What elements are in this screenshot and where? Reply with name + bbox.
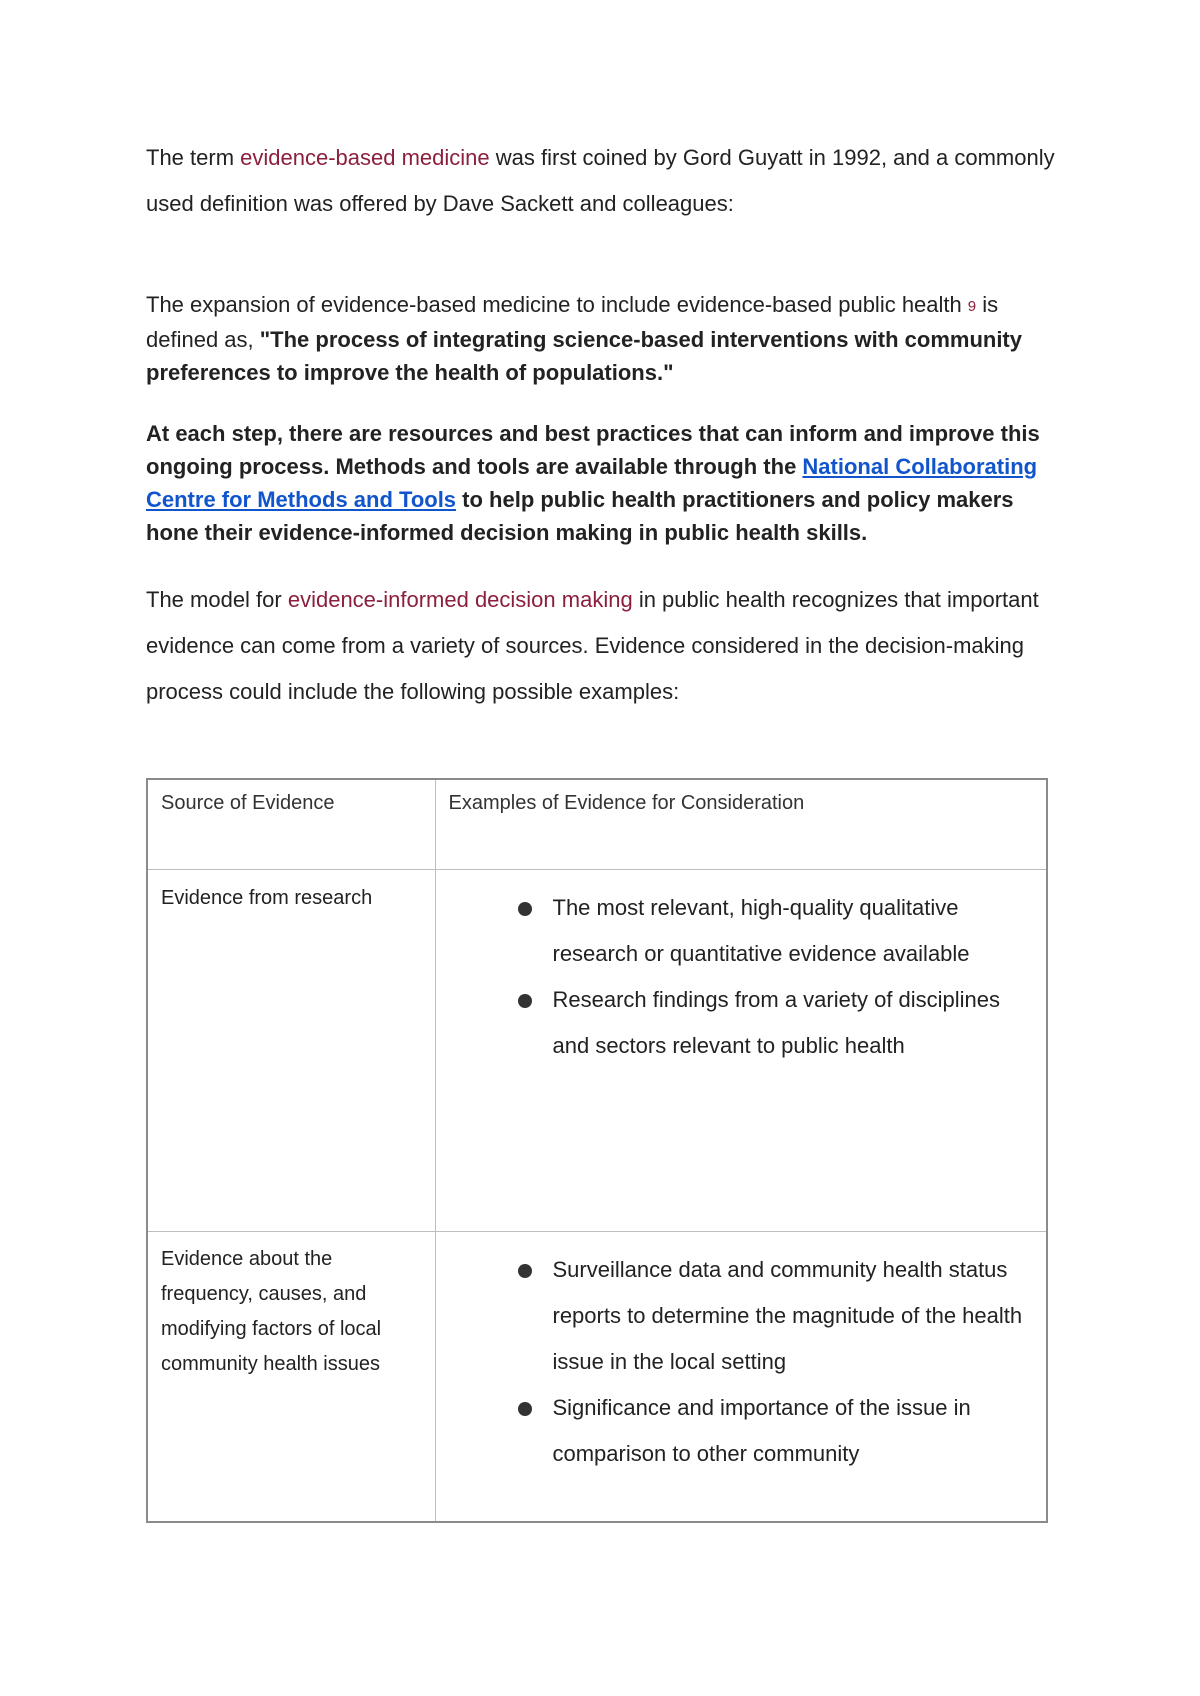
bullet-icon	[518, 1402, 532, 1416]
bullet-icon	[518, 994, 532, 1008]
model-text-1: The model for	[146, 587, 288, 612]
header-source: Source of Evidence	[147, 779, 435, 869]
example-text: The most relevant, high-quality qualitative research or quantitative evidence available	[552, 894, 970, 966]
row-examples	[435, 869, 1047, 1231]
bullet-icon	[518, 902, 532, 916]
intro-paragraph	[146, 135, 1056, 227]
document-body	[146, 135, 1056, 715]
definition-quote: "The process of integrating science-based interventions with community preferences to improve the health of populations."	[146, 327, 1022, 385]
table-row	[147, 869, 1047, 1231]
resources-text-1: At each step, there are resources and best practices that can inform and improve this ongoing process. Methods and tools are available through the	[146, 421, 1040, 479]
row-source: Evidence about the frequency, causes, and modifying factors of local community health issues	[147, 1231, 435, 1522]
example-text: Significance and importance of the issue in comparison to other community	[552, 1394, 971, 1466]
footnote-marker[interactable]: 9	[967, 298, 977, 315]
examples-list	[437, 1233, 1046, 1477]
row-examples	[435, 1231, 1047, 1522]
example-text: Surveillance data and community health status reports to determine the magnitude of the health issue in the local setting	[552, 1256, 1023, 1374]
term-eidm: evidence-informed decision making	[287, 587, 633, 612]
nccmt-link[interactable]: National Collaborating Centre for Methods and Tools	[146, 454, 1038, 512]
expansion-paragraph	[146, 288, 1056, 389]
intro-text-1: The term	[146, 145, 241, 170]
bullet-icon	[518, 1264, 532, 1278]
row-source: Evidence from research	[147, 869, 435, 1231]
expansion-text-1: The expansion of evidence-based medicine to include evidence-based public health	[146, 292, 962, 317]
table-row	[147, 1231, 1047, 1522]
list-item	[553, 1247, 1026, 1385]
list-item	[553, 977, 1026, 1069]
resources-paragraph	[146, 417, 1056, 549]
header-examples: Examples of Evidence for Consideration	[435, 779, 1047, 869]
example-text: Research findings from a variety of disciplines and sectors relevant to public health	[552, 986, 1001, 1058]
resources-text-2: to help public health practitioners and policy makers hone their evidence-informed decision making in public health skills.	[146, 487, 1014, 545]
table-header-row	[147, 779, 1047, 869]
model-text-2: in public health recognizes that important evidence can come from a variety of sources. Evidence considered in the decision-making process could include the following possible examples:	[146, 587, 1039, 704]
evidence-table	[146, 778, 1048, 1523]
expansion-text-2: is defined as,	[146, 292, 999, 352]
intro-text-2: was first coined by Gord Guyatt in 1992, and a commonly used definition was offered by Dave Sackett and colleagues:	[146, 145, 1055, 216]
list-item	[553, 885, 1026, 977]
examples-list	[437, 871, 1046, 1069]
model-paragraph	[146, 577, 1056, 715]
list-item	[553, 1385, 1026, 1477]
term-evidence-based-medicine: evidence-based medicine	[240, 145, 490, 170]
